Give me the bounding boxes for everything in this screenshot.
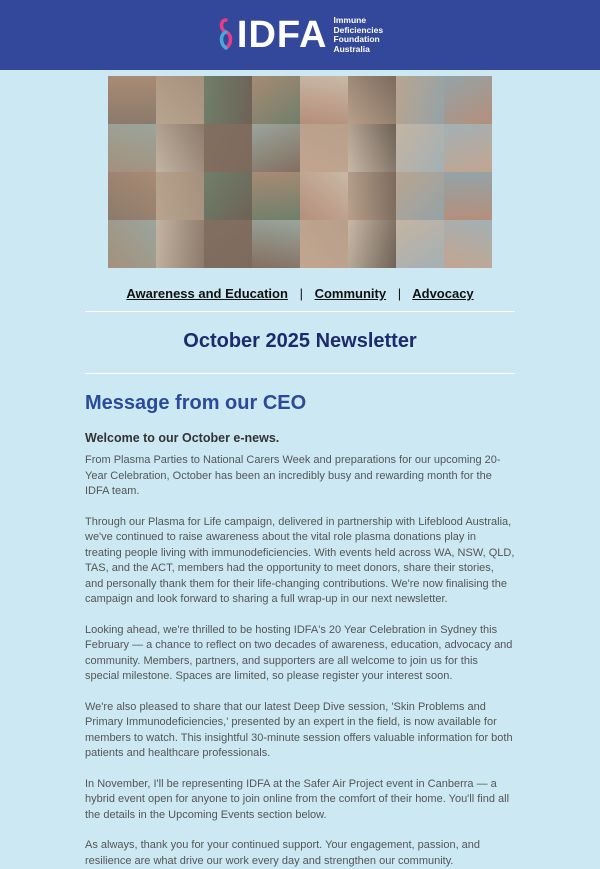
nav-link-advocacy[interactable]: Advocacy: [412, 286, 474, 301]
nav-link-community[interactable]: Community: [314, 286, 387, 301]
member-photo: [300, 172, 348, 220]
member-photo: [252, 124, 300, 172]
logo-subtitle: Immune Deficiencies Foundation Australia: [333, 15, 384, 54]
ceo-paragraph: We're also pleased to share that our latest Deep Dive session, 'Skin Problems and Primary Immunodeficiencies,' presented by an expert in the field, is now available for members to watch. This insightful 30-minute session offers valuable information for both patients and healthcare professionals.: [85, 700, 513, 759]
welcome-subheading: Welcome to our October e-news.: [85, 431, 280, 445]
ceo-paragraph: As always, thank you for your continued support. Your engagement, passion, and resilience are what drive our work every day and strengthen our community.: [85, 839, 481, 867]
member-photo: [300, 220, 348, 268]
member-photo: [156, 124, 204, 172]
ceo-message-heading: Message from our CEO: [85, 392, 307, 414]
ceo-paragraph: Looking ahead, we're thrilled to be hosting IDFA's 20 Year Celebration in Sydney this February — a chance to reflect on two decades of awareness, education, advocacy and community. Members, partners, and supporters are all welcome to join us for this special milestone. Spaces are limited, so please register your interest soon.: [85, 623, 513, 682]
divider: [85, 373, 515, 374]
member-photo: [156, 220, 204, 268]
nav-separator: |: [397, 286, 402, 301]
member-photo: [444, 76, 492, 124]
member-photo: [396, 76, 444, 124]
newsletter-body: [85, 76, 515, 869]
idfa-logo[interactable]: [217, 16, 383, 54]
member-photo: [108, 124, 156, 172]
nav-link-awareness-education[interactable]: Awareness and Education: [126, 286, 288, 301]
member-photo: [156, 172, 204, 220]
header-banner: [0, 0, 600, 70]
member-photo: [108, 220, 156, 268]
ceo-paragraph: Through our Plasma for Life campaign, delivered in partnership with Lifeblood Australia, we've continued to raise awareness about the vital role plasma donations play in treating people living with immunodeficiencies. With events held across WA, NSW, QLD, TAS, and the ACT, members had the opportunity to meet donors, share their stories, and personally thank them for their life-changing contributions. We're now finalising the campaign and look forward to sharing a full wrap-up in our next newsletter.: [85, 515, 515, 605]
member-photo: [204, 76, 252, 124]
member-photo: [204, 124, 252, 172]
ceo-paragraph: In November, I'll be representing IDFA at the Safer Air Project event in Canberra — a hybrid event open for anyone to join online from the comfort of their home. You'll find all the details in the Upcoming Events section below.: [85, 777, 510, 821]
member-photo: [252, 172, 300, 220]
member-photo: [300, 76, 348, 124]
member-photo: [444, 124, 492, 172]
member-photo: [348, 172, 396, 220]
member-photo: [396, 220, 444, 268]
member-photo: [348, 124, 396, 172]
logo-ribbon-icon: [217, 18, 235, 52]
member-photo: [300, 124, 348, 172]
member-photo: [252, 76, 300, 124]
divider: [85, 311, 515, 312]
member-photo: [108, 172, 156, 220]
member-photo: [444, 220, 492, 268]
member-photo: [348, 220, 396, 268]
ceo-paragraph: From Plasma Parties to National Carers Week and preparations for our upcoming 20-Year Celebration, October has been an incredibly busy and rewarding month for the IDFA team.: [85, 454, 501, 497]
nav-separator: |: [299, 286, 303, 301]
member-photo: [108, 76, 156, 124]
topic-nav: [85, 286, 515, 301]
member-photo-collage: [108, 76, 492, 268]
newsletter-title: October 2025 Newsletter: [183, 330, 417, 352]
member-photo: [396, 172, 444, 220]
member-photo: [348, 76, 396, 124]
member-photo: [444, 172, 492, 220]
logo-wordmark: IDFA: [236, 14, 328, 56]
member-photo: [156, 76, 204, 124]
member-photo: [396, 124, 444, 172]
member-photo: [204, 220, 252, 268]
member-photo: [204, 172, 252, 220]
member-photo: [252, 220, 300, 268]
